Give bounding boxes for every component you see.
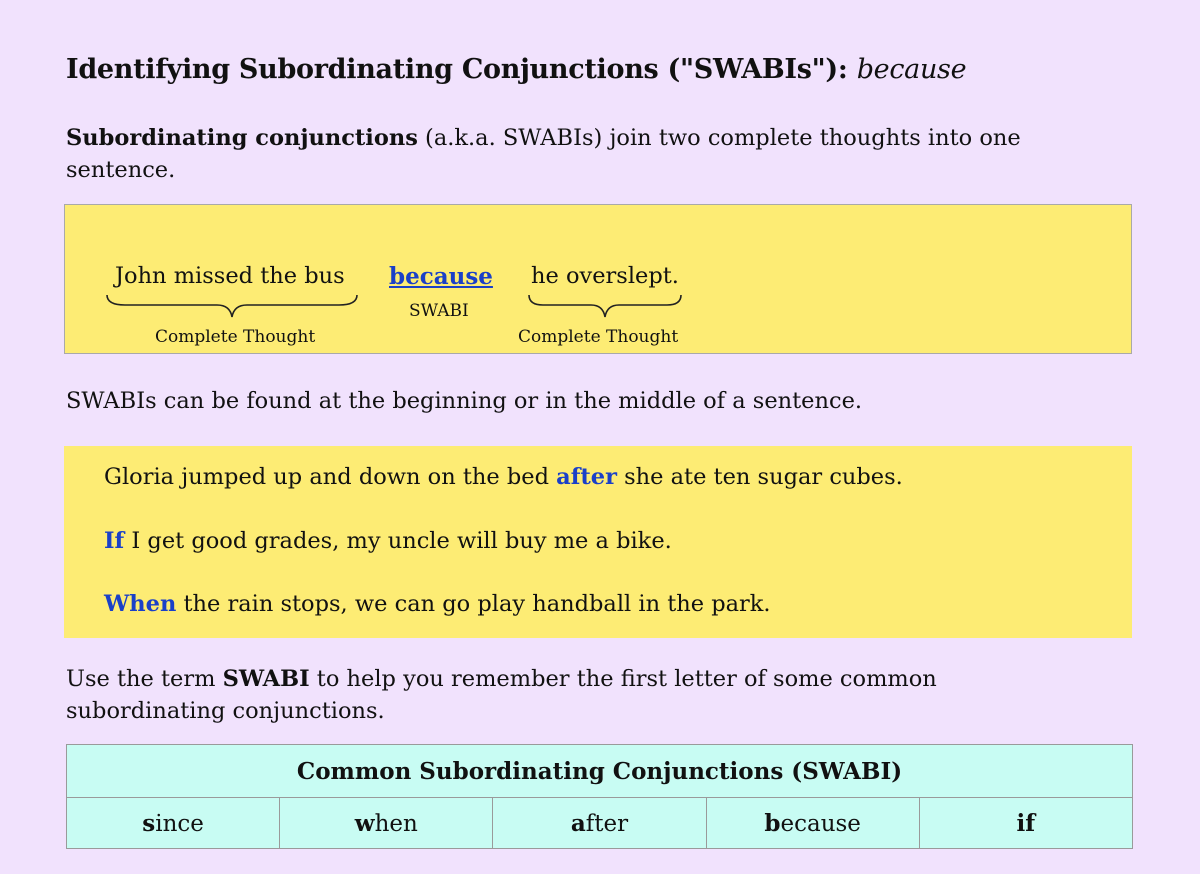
swabi-cell-after-rest: fter: [585, 810, 629, 837]
title-focus-word: because: [856, 54, 967, 85]
swabi-cell-when-first-letter: w: [354, 809, 375, 837]
remember-after: to help you remember the first letter of some common subordinating conjunctions.: [66, 666, 937, 724]
swabi-cell-when: [280, 798, 493, 849]
example-sentence-3: [104, 591, 771, 617]
position-note: SWABIs can be found at the beginning or in the middle of a sentence.: [66, 388, 863, 414]
sentence-1-before: Gloria jumped up and down on the bed: [104, 464, 557, 490]
label-swabi: SWABI: [409, 301, 469, 321]
swabi-table-header-row: [67, 745, 1133, 798]
example-sentences-box: [64, 446, 1132, 638]
swabi-cell-if-first-letter: if: [1016, 809, 1036, 837]
title-main: Identifying Subordinating Conjunctions ("SWABIs"):: [66, 54, 848, 85]
swabi-cell-because-rest: ecause: [780, 810, 861, 837]
swabi-cell-since-rest: ince: [155, 810, 204, 837]
sentence-1-swabi: after: [556, 464, 617, 490]
example-box: [64, 204, 1132, 354]
intro-bold-term: Subordinating conjunctions: [66, 125, 418, 151]
intro-paragraph: [66, 122, 1126, 186]
swabi-table-header: Common Subordinating Conjunctions (SWABI): [67, 745, 1133, 798]
swabi-table-row: [67, 798, 1133, 849]
swabi-cell-since-first-letter: s: [142, 809, 156, 837]
label-complete-thought-2: Complete Thought: [518, 327, 679, 347]
brace-under-clause-1: [105, 293, 360, 321]
remember-before: Use the term: [66, 666, 223, 692]
page-title: [66, 54, 966, 85]
swabi-table: [66, 744, 1133, 849]
remember-bold-term: SWABI: [222, 666, 310, 692]
intro-rest: (a.k.a. SWABIs) join two complete thoughts into one sentence.: [66, 125, 1021, 183]
example-conjunction-link[interactable]: because: [389, 263, 493, 290]
swabi-cell-since: [67, 798, 280, 849]
swabi-cell-because-first-letter: b: [764, 809, 781, 837]
sentence-3-swabi: When: [104, 591, 177, 617]
swabi-cell-after-first-letter: a: [570, 809, 586, 837]
sentence-3-after: the rain stops, we can go play handball in the park.: [176, 591, 771, 617]
sentence-2-swabi: If: [104, 528, 125, 554]
example-clause-2: he overslept.: [531, 263, 679, 289]
sentence-1-after: she ate ten sugar cubes.: [616, 464, 903, 490]
remember-paragraph: [66, 663, 1066, 727]
swabi-cell-after: [493, 798, 706, 849]
swabi-cell-if: [919, 798, 1132, 849]
sentence-2-after: I get good grades, my uncle will buy me a bike.: [124, 528, 672, 554]
example-sentence-2: [104, 528, 672, 554]
label-complete-thought-1: Complete Thought: [155, 327, 316, 347]
swabi-cell-because: [706, 798, 919, 849]
example-sentence-1: [104, 464, 903, 490]
example-clause-1: John missed the bus: [115, 263, 345, 289]
brace-under-clause-2: [527, 293, 685, 321]
swabi-cell-when-rest: hen: [374, 810, 418, 837]
